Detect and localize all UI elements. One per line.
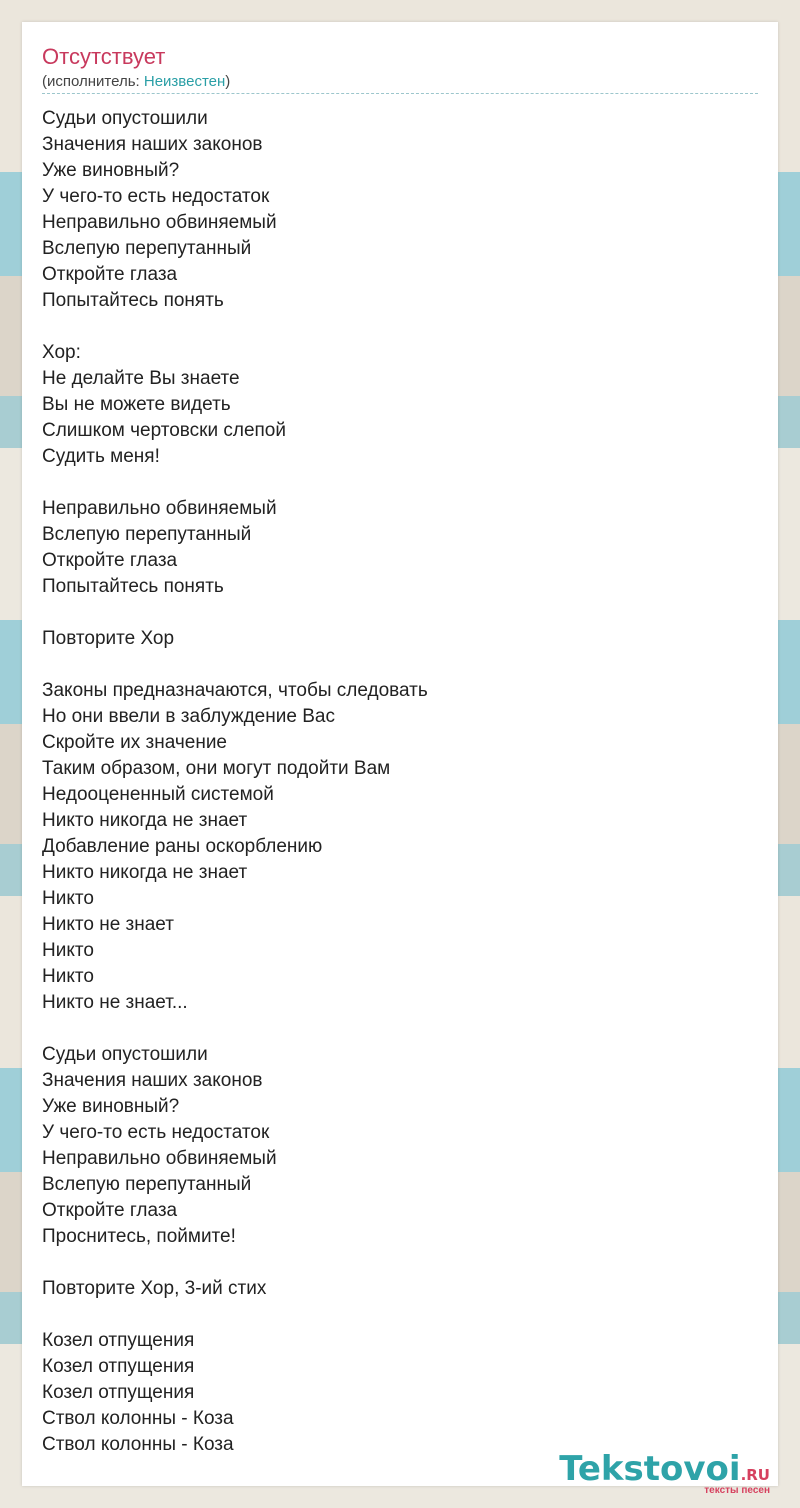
site-logo[interactable] — [559, 1449, 770, 1496]
lyrics-card — [22, 22, 778, 1486]
artist-link[interactable]: Неизвестен — [143, 73, 226, 90]
artist-suffix: ) — [225, 73, 231, 90]
logo-tagline: тексты песен — [704, 1485, 770, 1496]
artist-prefix: (исполнитель: — [42, 73, 144, 90]
logo-domain: .RU — [740, 1466, 770, 1484]
artist-line — [42, 72, 230, 92]
song-title: Отсутствует — [42, 44, 166, 69]
lyrics-text: Судьи опустошили Значения наших законов Уже виновный? У чего-то есть недостаток Неправильно обвиняемый Вслепую перепутанный Откройте глаза Попытайтесь понять Хор: Не делайте Вы знаете Вы не можете видеть Слишком чертовски слепой Судить меня! Неправильно обвиняемый Вслепую перепутанный Откройте глаза Попытайтесь понять Повторите Хор Законы предназначаются, чтобы следовать Но они ввели в заблуждение Вас Скройте их значение Таким образом, они могут подойти Вам Недооцененный системой Никто никогда не знает Добавление раны оскорблению Никто никогда не знает Никто Никто не знает Никто Никто Никто не знает... Судьи опустошили Значения наших законов Уже виновный? У чего-то есть недостаток Неправильно обвиняемый Вслепую перепутанный Откройте глаза Проснитесь, поймите! Повторите Хор, 3-ий стих Козел отпущения Козел отпущения Козел отпущения Ствол колонны - Коза Ствол колонны - Коза — [42, 108, 428, 1455]
title-divider — [42, 93, 758, 94]
logo-name: Tekstovoi — [559, 1449, 741, 1489]
